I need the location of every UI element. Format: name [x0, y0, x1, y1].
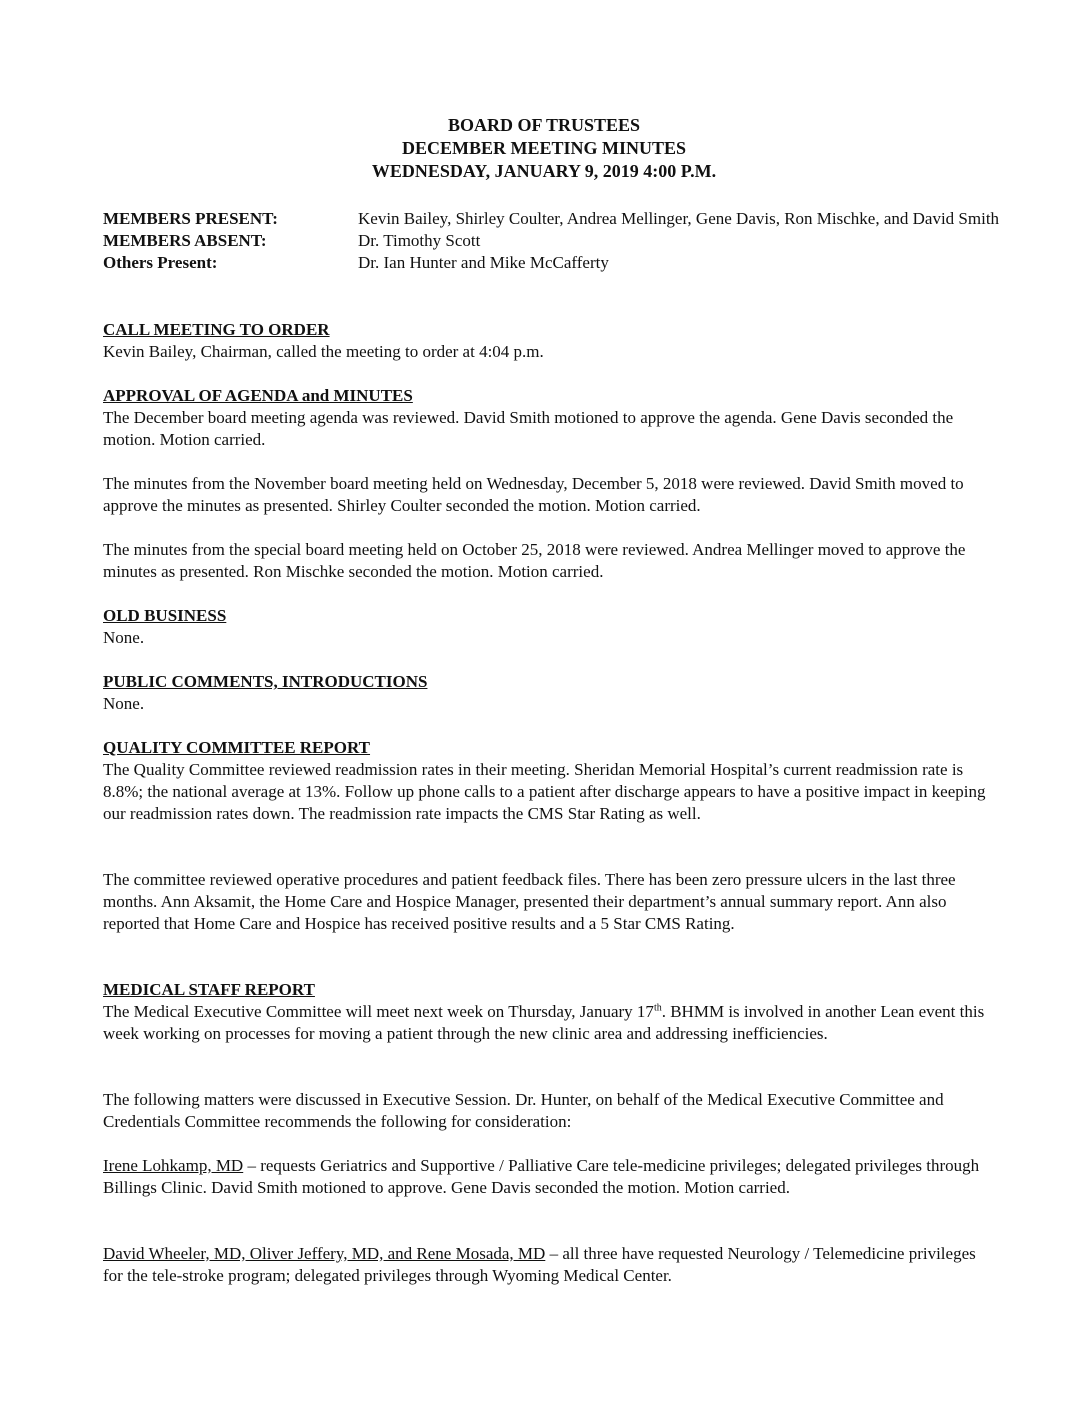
provider-name: Irene Lohkamp, MD — [103, 1156, 244, 1175]
section-heading: MEDICAL STAFF REPORT — [103, 980, 315, 999]
paragraph-text: . BHMM is involved in another Lean event this week working on processes for moving a patient through the new clinic area and addressing inefficiencies. — [103, 1002, 985, 1043]
section-heading: OLD BUSINESS — [103, 606, 227, 625]
section-paragraph: The Quality Committee reviewed readmission rates in their meeting. Sheridan Memorial Hospital’s current readmission rate is 8.8%; the national average at 13%. Follow up phone calls to a patient after discharge appears to have a positive impact in keeping our readmission rates down. The readmission rate impacts the CMS Star Rating as well. — [103, 760, 986, 823]
section-paragraph — [103, 1001, 993, 1045]
section-paragraph: The December board meeting agenda was reviewed. David Smith motioned to approve the agenda. Gene Davis seconded the motion. Motion carried. — [103, 408, 954, 449]
section-medical-staff — [103, 979, 993, 1045]
members-present-label: MEMBERS PRESENT: — [103, 209, 278, 228]
section-heading: APPROVAL OF AGENDA and MINUTES — [103, 386, 413, 405]
section-public-comments — [103, 671, 993, 715]
document-title — [0, 114, 1088, 183]
section-heading: QUALITY COMMITTEE REPORT — [103, 738, 371, 757]
members-absent-label: MEMBERS ABSENT: — [103, 231, 267, 250]
ordinal-suffix: th — [653, 1002, 662, 1014]
section-heading: PUBLIC COMMENTS, INTRODUCTIONS — [103, 672, 428, 691]
section-paragraph — [103, 1155, 993, 1199]
title-line-date: WEDNESDAY, JANUARY 9, 2019 4:00 P.M. — [371, 161, 717, 181]
attendance-table — [103, 208, 1003, 274]
section-paragraph: The minutes from the November board meeting held on Wednesday, December 5, 2018 were reviewed. David Smith moved to approve the minutes as presented. Shirley Coulter seconded the motion. Motion carried. — [103, 474, 964, 515]
section-approval — [103, 385, 993, 451]
members-absent-value: Dr. Timothy Scott — [358, 231, 481, 250]
section-paragraph: The minutes from the special board meeting held on October 25, 2018 were reviewed. Andrea Mellinger moved to approve the minutes as presented. Ron Mischke seconded the motion. Motion carried. — [103, 540, 966, 581]
section-paragraph: None. — [103, 694, 145, 713]
section-call-to-order — [103, 319, 993, 363]
others-present-label: Others Present: — [103, 253, 218, 272]
attendance-row-present — [103, 208, 1003, 230]
section-paragraph: The committee reviewed operative procedures and patient feedback files. There has been zero pressure ulcers in the last three months. Ann Aksamit, the Home Care and Hospice Manager, presented their department’s annual summary report. Ann also reported that Home Care and Hospice has received positive results and a 5 Star CMS Rating. — [103, 870, 956, 933]
section-paragraph — [103, 1243, 993, 1287]
others-present-value: Dr. Ian Hunter and Mike McCafferty — [358, 253, 609, 272]
members-present-value: Kevin Bailey, Shirley Coulter, Andrea Mellinger, Gene Davis, Ron Mischke, and David Smith — [358, 209, 1000, 228]
title-line-meeting: DECEMBER MEETING MINUTES — [401, 138, 687, 158]
attendance-row-others — [103, 252, 1003, 274]
paragraph-text: – all three have requested Neurology / Telemedicine privileges for the tele-stroke program; delegated privileges through Wyoming Medical Center. — [103, 1244, 976, 1285]
section-paragraph: None. — [103, 628, 145, 647]
section-old-business — [103, 605, 993, 649]
paragraph-text: – requests Geriatrics and Supportive / Palliative Care tele-medicine privileges; delegated privileges through Billings Clinic. David Smith motioned to approve. Gene Davis seconded the motion. Motion carried. — [103, 1156, 980, 1197]
section-heading: CALL MEETING TO ORDER — [103, 320, 330, 339]
provider-names: David Wheeler, MD, Oliver Jeffery, MD, and Rene Mosada, MD — [103, 1244, 546, 1263]
section-quality-committee — [103, 737, 993, 825]
section-paragraph: Kevin Bailey, Chairman, called the meeting to order at 4:04 p.m. — [103, 342, 544, 361]
section-paragraph: The following matters were discussed in Executive Session. Dr. Hunter, on behalf of the Medical Executive Committee and Credentials Committee recommends the following for consideration: — [103, 1090, 944, 1131]
title-line-organization: BOARD OF TRUSTEES — [447, 115, 641, 135]
paragraph-text: The Medical Executive Committee will meet next week on Thursday, January 17 — [103, 1002, 654, 1021]
attendance-row-absent — [103, 230, 1003, 252]
